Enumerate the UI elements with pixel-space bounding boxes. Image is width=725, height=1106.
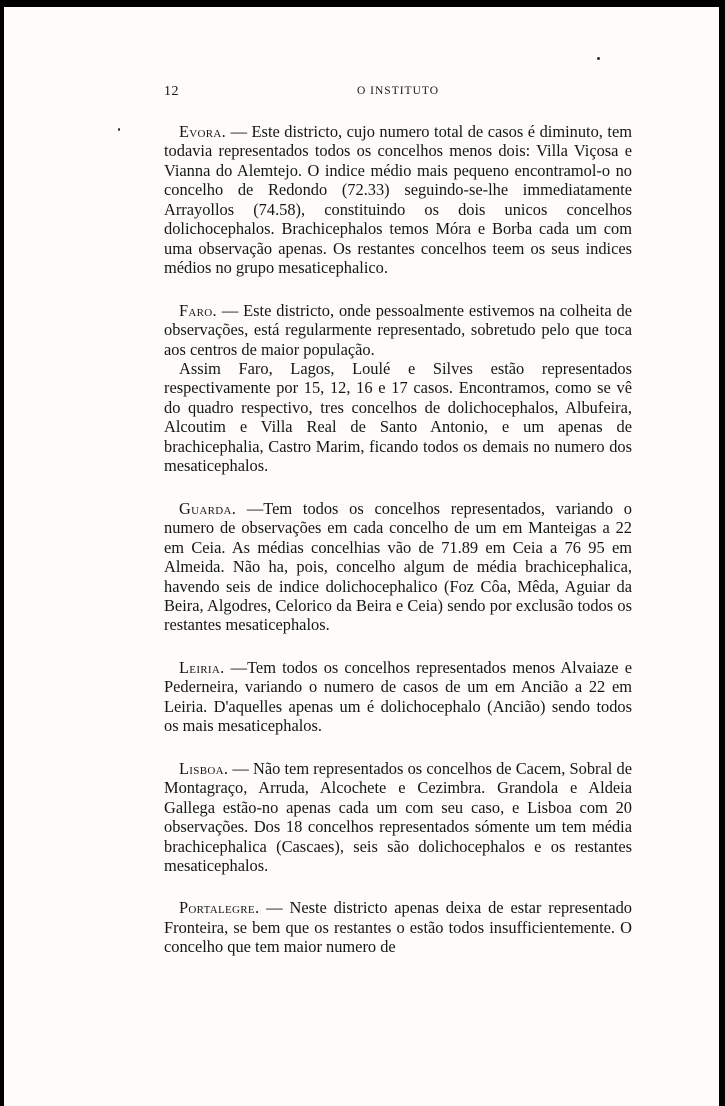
page-body [164,122,632,980]
paragraph-text: — Não tem representados os concelhos de Cacem, Sobral de Montagraço, Arruda, Alcochete e Cezimbra. Grandola e Aldeia Gallega estão-no apenas cada um com seu caso, e Lisboa com 20 observações. Dos 18 concelhos representados sómente um tem média brachicephalica (Cascaes), seis são dolichocephalos e os restantes mesaticephalos. [164,758,632,875]
paragraph-heading: Evora. [179,122,227,141]
running-title: O INSTITUTO [356,85,440,97]
paragraph-heading: Guarda. [179,498,237,518]
paragraph-text: Assim Faro, Lagos, Loulé e Silves estão representados respectivamente por 15, 12, 16 e 17 casos. Encontramos, como se vê do quadro respectivo, tres concelhos de dolichocephalos, Albufeira, Alcoutim e Villa Real de Santo Antonio, e um apenas de brachicephalia, Castro Marim, ficando todos os demais no numero dos mesaticephalos. [164,358,632,476]
paragraph-evora [164,122,632,278]
paragraph-heading: Portalegre. [179,898,260,918]
page-number: 12 [164,84,179,99]
scan-border-left [0,0,4,1106]
scan-border-top [0,0,725,7]
paragraph-guarda [164,499,632,635]
paragraph-leiria [164,658,632,736]
page-header [164,84,632,104]
paragraph-text: —Tem todos os concelhos representados menos Alvaiaze e Pederneira, variando o numero de casos de um em Ancião a 22 em Leiria. D'aquelles apenas um é dolichocephalo (Ancião) sendo todos os mais mesaticephalos. [164,657,632,736]
paragraph-text: — Este districto, cujo numero total de casos é diminuto, tem todavia representados todos os concelhos menos dois: Villa Viçosa e Vianna do Alemtejo. O indice médio mais pequeno encontramol-o no concelho de Redondo (72.33) seguindo-se-lhe immediatamente Arrayollos (74.58), constituindo os dois unicos concelhos dolichocephalos. Brachicephalos temos Móra e Borba cada um com uma observação apenas. Os restantes concelhos teem os seus indices médios no grupo mesaticephalico. [164,122,632,278]
paragraph-faro [164,301,632,359]
paragraph-heading: Leiria. [179,657,225,677]
paragraph-text: — Neste districto apenas deixa de estar representado Fronteira, se bem que os restantes o estão todos insufficientemente. O concelho que tem maior numero de [164,898,632,957]
paragraph-heading: Lisboa. [179,758,229,778]
paragraph-text: — Este districto, onde pessoalmente estivemos na colheita de observações, está regularmente representado, sobretudo pelo que toca aos centros de maior população. [164,300,632,359]
paragraph-faro-continued [164,359,632,476]
paragraph-portalegre [164,898,632,956]
paragraph-lisboa [164,759,632,876]
paragraph-text: —Tem todos os concelhos representados, variando o numero de observações em cada concelho de um em Manteigas a 22 em Ceia. As médias concelhias vão de 71.89 em Ceia a 76 95 em Almeida. Não ha, pois, concelho algum de média brachicephalica, havendo seis de indice dolichocephalico (Foz Côa, Mêda, Aguiar da Beira, Algodres, Celorico da Beira e Ceia) sendo por exclusão todos os restantes mesaticephalos. [164,498,632,635]
scan-speck [597,57,600,60]
scan-border-right [719,0,725,1106]
paragraph-heading: Faro. [179,300,217,320]
scan-speck [118,128,120,131]
